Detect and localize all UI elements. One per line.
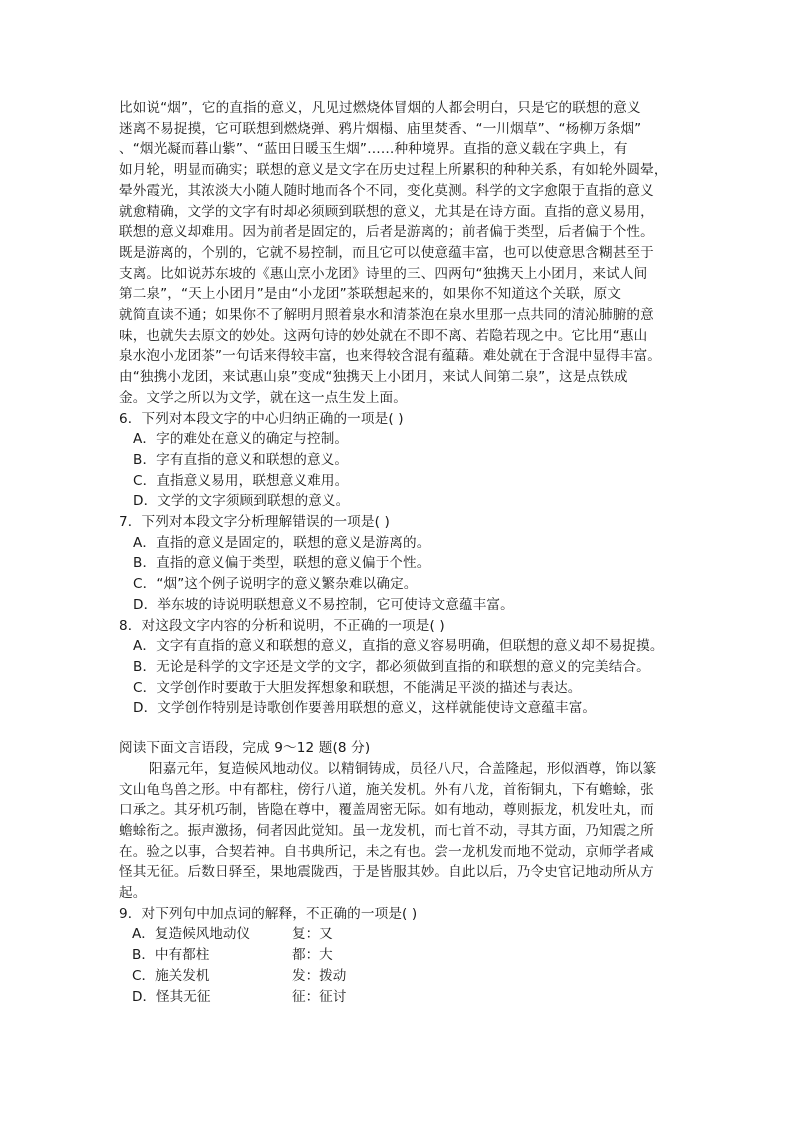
option-gloss: 发：拨动 — [292, 968, 347, 985]
passage-line: 既是游离的，个别的，它就不易控制，而且它可以使意蕴丰富，也可以使意思含糊甚至于 — [119, 244, 654, 261]
answer-option: C．文学创作时要敢于大胆发挥想象和联想，不能满足平淡的描述与表达。 — [133, 679, 582, 696]
option-sentence: B．中有都柱 — [132, 947, 210, 964]
passage-line: 文山龟鸟兽之形。中有都柱，傍行八道，施关发机。外有八龙，首衔铜丸，下有蟾蜍，张 — [119, 781, 654, 798]
passage-line: 第二泉”，“天上小团月”是由“小龙团”茶联想起来的，如果你不知道这个关联，原文 — [119, 286, 622, 303]
passage-line: 就简直读不通；如果你不了解明月照着泉水和清茶泡在泉水里那一点共同的清沁肺腑的意 — [119, 307, 654, 324]
passage-line: 金。文学之所以为文学，就在这一点生发上面。 — [119, 389, 407, 406]
section-gap — [119, 719, 675, 738]
question-stem: 6．下列对本段文字的中心归纳正确的一项是( ) — [119, 410, 404, 427]
passage-line: 味，也就失去原文的妙处。这两句诗的妙处就在不即不离、若隐若现之中。它比用“惠山 — [119, 327, 648, 344]
passage-line: 怪其无征。后数日驿至，果地震陇西，于是皆服其妙。自此以后，乃令史官记地动所从方 — [119, 864, 654, 881]
answer-option: D．文学创作特别是诗歌创作要善用联想的意义，这样就能使诗文意蕴丰富。 — [133, 700, 597, 717]
question-8 — [119, 616, 675, 720]
answer-option: B．直指的意义偏于类型，联想的意义偏于个性。 — [133, 555, 431, 572]
passage-line: 泉水泡小龙团茶”一句话来得较丰富，也来得较含混有蕴藉。难处就在于含混中显得丰富。 — [119, 348, 661, 365]
passage-line: 比如说“烟”，它的直指的意义，凡见过燃烧体冒烟的人都会明白，只是它的联想的意义 — [119, 100, 641, 116]
passage-line: 在。验之以事，合契若神。自书典所记，未之有也。尝一龙机发而地不觉动，京师学者咸 — [119, 843, 654, 860]
answer-option — [119, 987, 675, 1008]
answer-option: A．字的难处在意义的确定与控制。 — [133, 431, 349, 448]
passage-line: 联想的意义却难用。因为前者是固定的，后者是游离的；前者偏于类型，后者偏于个性。 — [119, 224, 654, 241]
passage-line: 如月轮，明显而确实；联想的意义是文字在历史过程上所累积的种种关系，有如轮外圆晕， — [119, 162, 668, 179]
question-stem: 8．对这段文字内容的分析和说明，不正确的一项是( ) — [119, 617, 445, 634]
question-6 — [119, 409, 675, 513]
answer-option: A．文字有直指的意义和联想的意义，直指的意义容易明确，但联想的意义却不易捉摸。 — [133, 638, 664, 655]
passage-line: 支离。比如说苏东坡的《惠山烹小龙团》诗里的三、四两句“独携天上小团月，来试人间 — [119, 265, 648, 282]
question-stem: 7．下列对本段文字分析理解错误的一项是( ) — [119, 514, 390, 531]
passage-line: 迷离不易捉摸，它可联想到燃烧弹、鸦片烟榻、庙里焚香、“一川烟草”、“杨柳万条烟” — [119, 120, 642, 137]
answer-option: B．字有直指的意义和联想的意义。 — [133, 451, 349, 468]
document-page — [119, 98, 675, 1008]
question-stem: 9．对下列句中加点词的解释，不正确的一项是( ) — [119, 905, 418, 922]
passage-2 — [119, 759, 675, 904]
passage-line: 、“烟光凝而暮山紫”、“蓝田日暖玉生烟”……种种境界。直指的意义载在字典上，有 — [119, 141, 628, 158]
passage-1 — [119, 98, 675, 409]
answer-option — [119, 924, 675, 945]
passage-line: 口承之。其牙机巧制，皆隐在尊中，覆盖周密无际。如有地动，尊则振龙，机发吐丸，而 — [119, 802, 654, 819]
section-intro: 阅读下面文言语段，完成 9～12 题(8 分) — [119, 740, 371, 757]
option-gloss: 都：大 — [292, 947, 333, 964]
answer-option: D．举东坡的诗说明联想意义不易控制，它可使诗文意蕴丰富。 — [133, 596, 514, 613]
answer-option: B．无论是科学的文字还是文学的文字，都必须做到直指的和联想的意义的完美结合。 — [133, 658, 650, 675]
passage-line: 起。 — [119, 885, 147, 902]
passage-line: 阳嘉元年，复造候风地动仪。以精铜铸成，员径八尺，合盖隆起，形似酒尊，饰以篆 — [149, 760, 657, 777]
option-sentence: D．怪其无征 — [132, 988, 211, 1005]
answer-option: C．“烟”这个例子说明字的意义繁杂难以确定。 — [133, 576, 418, 593]
option-sentence: C．施关发机 — [132, 968, 210, 985]
answer-option: D．文学的文字须顾到联想的意义。 — [133, 493, 350, 510]
answer-option: C．直指意义易用，联想意义难用。 — [133, 472, 349, 489]
option-sentence: A．复造候风地动仪 — [132, 926, 251, 943]
answer-option — [119, 966, 675, 987]
option-gloss: 复：又 — [292, 926, 333, 943]
answer-option: A．直指的意义是固定的，联想的意义是游离的。 — [133, 534, 431, 551]
passage-line: 由“独携小龙团，来试惠山泉”变成“独携天上小团月，来试人间第二泉”，这是点铁成 — [119, 369, 628, 386]
option-gloss: 征：征讨 — [292, 988, 347, 1005]
answer-option — [119, 945, 675, 966]
passage-line: 晕外霞光，其浓淡大小随人随时地而各个不同，变化莫测。科学的文字愈限于直指的意义 — [119, 182, 654, 199]
question-7 — [119, 512, 675, 616]
passage-line: 蟾蜍衔之。振声激扬，伺者因此觉知。虽一龙发机，而七首不动，寻其方面，乃知震之所 — [119, 822, 654, 839]
passage-line: 就愈精确，文学的文字有时却必须顾到联想的意义，尤其是在诗方面。直指的意义易用， — [119, 203, 654, 220]
question-9 — [119, 904, 675, 1008]
